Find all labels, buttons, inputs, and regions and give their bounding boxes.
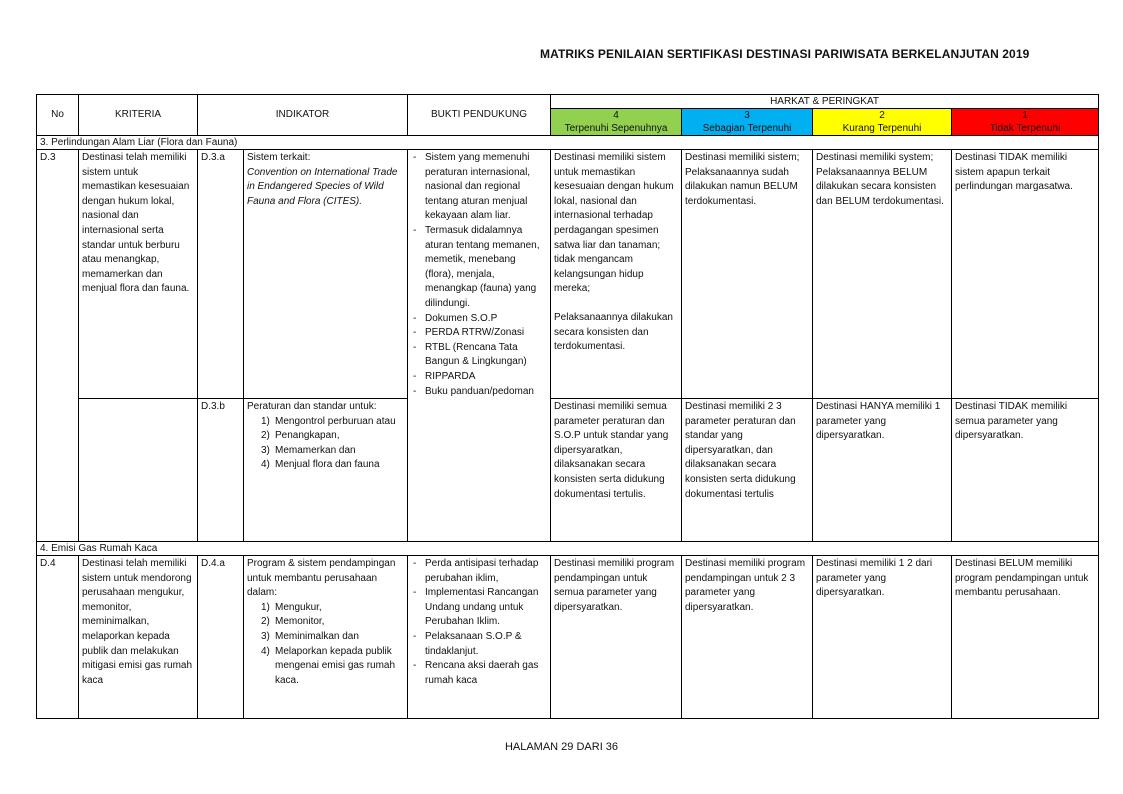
grade-2-cell: Destinasi memiliki system; Pelaksanaannya BELUM dilakukan secara konsisten dan BELUM terdokumentasi. [813, 150, 952, 399]
grade-4-label: Terpenuhi Sepenuhnya [564, 123, 668, 134]
evidence-item: - Sistem yang memenuhi peraturan internasional, nasional dan regional tentang aturan menjual kekayaan alam liar. [425, 151, 547, 224]
table-row [37, 399, 1099, 542]
grade-2-number: 2 [879, 110, 885, 121]
evidence-item: - Dokumen S.O.P [425, 312, 547, 327]
section-row [37, 542, 1099, 556]
table-row [37, 556, 1099, 719]
indicator-cites-text: Convention on International Trade in Endangered Species of Wild Fauna and Flora (CITES). [247, 166, 398, 207]
indicator-list-item: 3) Meminimalkan dan [261, 630, 359, 642]
indicator-text [244, 399, 408, 542]
supporting-evidence [408, 556, 551, 719]
table-row [37, 150, 1099, 399]
grade-3-header [682, 109, 813, 136]
grade-3-cell: Destinasi memiliki 2 3 parameter peraturan dan standar yang dipersyaratkan, dan dilaksanakan secara konsisten serta didukung dokumentasi tertulis [682, 399, 813, 542]
evidence-item: - Pelaksanaan S.O.P & tindaklanjut. [425, 630, 547, 659]
evidence-item: - Termasuk didalamnya aturan tentang memanen, memetik, menebang (flora), menjala, menangkap (fauna) yang dilindungi. [425, 224, 547, 312]
indicator-text [244, 150, 408, 399]
grade-4-cell [551, 150, 682, 399]
grade-3-number: 3 [744, 110, 750, 121]
evidence-item: - Rencana aksi daerah gas rumah kaca [425, 659, 547, 688]
evidence-item: - RIPPARDA [425, 370, 547, 385]
indicator-list-item: 2) Memonitor, [261, 616, 325, 628]
evidence-item: - Perda antisipasi terhadap perubahan iklim, [425, 557, 547, 586]
indicator-list-item: 4) Menjual flora dan fauna [261, 459, 380, 471]
indicator-list-item: 1) Mengontrol perburuan atau [261, 415, 396, 427]
evidence-item: - Implementasi Rancangan Undang undang untuk Perubahan Iklim. [425, 586, 547, 630]
grade-2-header [813, 109, 952, 136]
grade-1-cell: Destinasi TIDAK memiliki sistem apapun terkait perlindungan margasatwa. [952, 150, 1099, 399]
indicator-prefix: Program & sistem pendampingan untuk membantu perusahaan dalam: [247, 558, 396, 599]
evidence-item: - Buku panduan/pedoman [425, 385, 547, 400]
grade-1-header [952, 109, 1099, 136]
criteria-text: Destinasi telah memiliki sistem untuk memastikan kesesuaian dengan hukum lokal, nasional dan internasional serta standar untuk berburu atau menangkap, memamerkan dan menjual flora dan fauna. [79, 150, 198, 399]
criteria-text-empty [79, 399, 198, 542]
grade-3-label: Sebagian Terpenuhi [702, 123, 792, 134]
grade-2-cell: Destinasi memiliki 1 2 dari parameter yang dipersyaratkan. [813, 556, 952, 719]
document-title: MATRIKS PENILAIAN SERTIFIKASI DESTINASI PARIWISATA BERKELANJUTAN 2019 [540, 47, 1030, 61]
indicator-list-text: Mengukur, [275, 601, 322, 613]
indicator-list-item: 4) Melaporkan kepada publik mengenai emisi gas rumah kaca. [261, 645, 396, 686]
grade-3-cell: Destinasi memiliki program pendampingan untuk 2 3 parameter yang dipersyaratkan. [682, 556, 813, 719]
indicator-list-text: Penangkapan, [275, 430, 340, 442]
criteria-number: D.4 [37, 556, 79, 719]
grade-2-label: Kurang Terpenuhi [842, 123, 922, 134]
supporting-evidence [408, 150, 551, 542]
evidence-item: - RTBL (Rencana Tata Bangun & Lingkungan) [425, 341, 547, 370]
indicator-code: D.3.a [198, 150, 244, 399]
grade-2-cell: Destinasi HANYA memiliki 1 parameter yang dipersyaratkan. [813, 399, 952, 542]
header-indikator: INDIKATOR [198, 95, 408, 136]
grade-4-text: Destinasi memiliki sistem untuk memastikan kesesuaian dengan hukum lokal, nasional dan internasional terhadap perdagangan spesimen satwa liar dan tanaman; tidak mengancam kelangsungan hidup mereka; [554, 152, 674, 295]
indicator-list-item: 1) Mengukur, [261, 601, 322, 613]
indicator-code: D.4.a [198, 556, 244, 719]
criteria-text: Destinasi telah memiliki sistem untuk mendorong perusahaan mengukur, memonitor, meminimalkan, melaporkan kepada publik dan melakukan mitigasi emisi gas rumah kaca [79, 556, 198, 719]
grade-1-cell: Destinasi TIDAK memiliki semua parameter yang dipersyaratkan. [952, 399, 1099, 542]
header-row [37, 95, 1099, 109]
indicator-prefix: Sistem terkait: [247, 152, 311, 163]
grade-4-header [551, 109, 682, 136]
header-kriteria: KRITERIA [79, 95, 198, 136]
header-bukti-pendukung: BUKTI PENDUKUNG [408, 95, 551, 136]
grade-1-number: 1 [1022, 110, 1028, 121]
indicator-text [244, 556, 408, 719]
header-no: No [37, 95, 79, 136]
assessment-matrix-table [36, 94, 1099, 719]
grade-4-cell: Destinasi memiliki semua parameter peraturan dan S.O.P untuk standar yang dipersyaratkan, dilaksanakan secara konsisten serta didukung dokumentasi tertulis. [551, 399, 682, 542]
indicator-list-text: Mengontrol perburuan atau [275, 415, 396, 427]
grade-4-text-continued: Pelaksanaannya dilakukan secara konsisten dan terdokumentasi. [554, 311, 673, 353]
criteria-number: D.3 [37, 150, 79, 542]
grade-1-cell: Destinasi BELUM memiliki program pendampingan untuk membantu perusahaan. [952, 556, 1099, 719]
evidence-item: - PERDA RTRW/Zonasi [425, 326, 547, 341]
indicator-list-item: 3) Memamerkan dan [261, 444, 356, 456]
page-footer: HALAMAN 29 DARI 36 [504, 741, 619, 753]
grade-1-label: Tidak Terpenuhi [989, 123, 1061, 134]
indicator-list-text: Memonitor, [275, 616, 325, 628]
grade-4-number: 4 [613, 110, 619, 121]
indicator-list-text: Meminimalkan dan [275, 630, 359, 642]
indicator-list-text: Memamerkan dan [275, 444, 356, 456]
indicator-list-text: Melaporkan kepada publik mengenai emisi gas rumah kaca. [275, 645, 396, 686]
indicator-code: D.3.b [198, 399, 244, 542]
grade-4-cell: Destinasi memiliki program pendampingan untuk semua parameter yang dipersyaratkan. [551, 556, 682, 719]
indicator-list-text: Menjual flora dan fauna [275, 459, 380, 471]
section-title: 4. Emisi Gas Rumah Kaca [37, 542, 1099, 556]
section-title: 3. Perlindungan Alam Liar (Flora dan Fauna) [37, 136, 1099, 150]
header-harkat-peringkat: HARKAT & PERINGKAT [551, 95, 1099, 109]
indicator-prefix: Peraturan dan standar untuk: [247, 401, 377, 412]
section-row [37, 136, 1099, 150]
indicator-list-item: 2) Penangkapan, [261, 430, 340, 442]
grade-3-cell: Destinasi memiliki sistem; Pelaksanaannya sudah dilakukan namun BELUM terdokumentasi. [682, 150, 813, 399]
